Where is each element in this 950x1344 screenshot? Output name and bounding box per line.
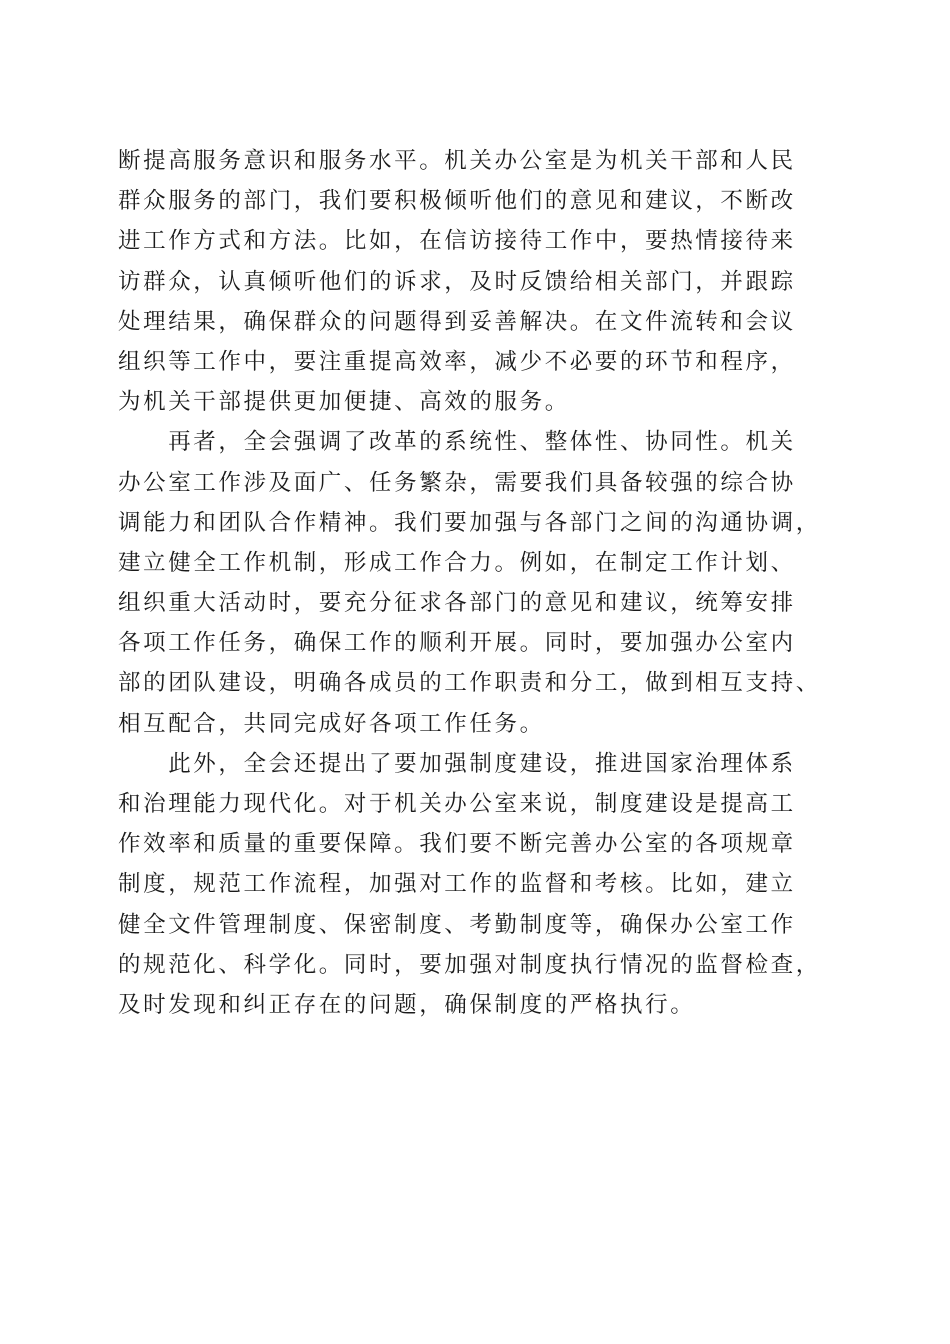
text-line: 群众服务的部门，我们要积极倾听他们的意见和建议，不断改 <box>118 188 796 215</box>
text-line: 调能力和团队合作精神。我们要加强与各部门之间的沟通协调， <box>118 509 821 536</box>
text-line: 健全文件管理制度、保密制度、考勤制度等，确保办公室工作 <box>118 911 796 938</box>
text-line: 和治理能力现代化。对于机关办公室来说，制度建设是提高工 <box>118 791 796 817</box>
text-line: 处理结果，确保群众的问题得到妥善解决。在文件流转和会议 <box>118 308 796 335</box>
text-line: 再者，全会强调了改革的系统性、整体性、协同性。机关 <box>118 429 796 456</box>
text-line: 相互配合，共同完成好各项工作任务。 <box>118 710 545 737</box>
text-line: 此外，全会还提出了要加强制度建设，推进国家治理体系 <box>118 750 796 777</box>
text-line: 各项工作任务，确保工作的顺利开展。同时，要加强办公室内 <box>118 630 796 657</box>
text-line: 访群众，认真倾听他们的诉求，及时反馈给相关部门，并跟踪 <box>118 268 796 295</box>
text-line: 及时发现和纠正存在的问题，确保制度的严格执行。 <box>118 991 696 1018</box>
text-line: 办公室工作涉及面广、任务繁杂，需要我们具备较强的综合协 <box>118 469 796 496</box>
text-line: 的规范化、科学化。同时，要加强对制度执行情况的监督检查， <box>118 951 821 978</box>
paragraph <box>118 141 838 422</box>
text-line: 进工作方式和方法。比如，在信访接待工作中，要热情接待来 <box>118 228 796 255</box>
text-line: 组织重大活动时，要充分征求各部门的意见和建议，统筹安排 <box>118 590 796 617</box>
text-line: 制度，规范工作流程，加强对工作的监督和考核。比如，建立 <box>118 871 796 898</box>
text-line: 断提高服务意识和服务水平。机关办公室是为机关干部和人民 <box>118 148 796 174</box>
paragraph <box>118 744 838 1025</box>
text-line: 为机关干部提供更加便捷、高效的服务。 <box>118 389 570 416</box>
text-line: 建立健全工作机制，形成工作合力。例如，在制定工作计划、 <box>118 549 796 576</box>
text-line: 组织等工作中，要注重提高效率，减少不必要的环节和程序， <box>118 348 796 375</box>
document-body <box>118 141 838 1025</box>
text-line: 部的团队建设，明确各成员的工作职责和分工，做到相互支持、 <box>118 670 821 697</box>
paragraph <box>118 422 838 744</box>
text-line: 作效率和质量的重要保障。我们要不断完善办公室的各项规章 <box>118 831 796 858</box>
